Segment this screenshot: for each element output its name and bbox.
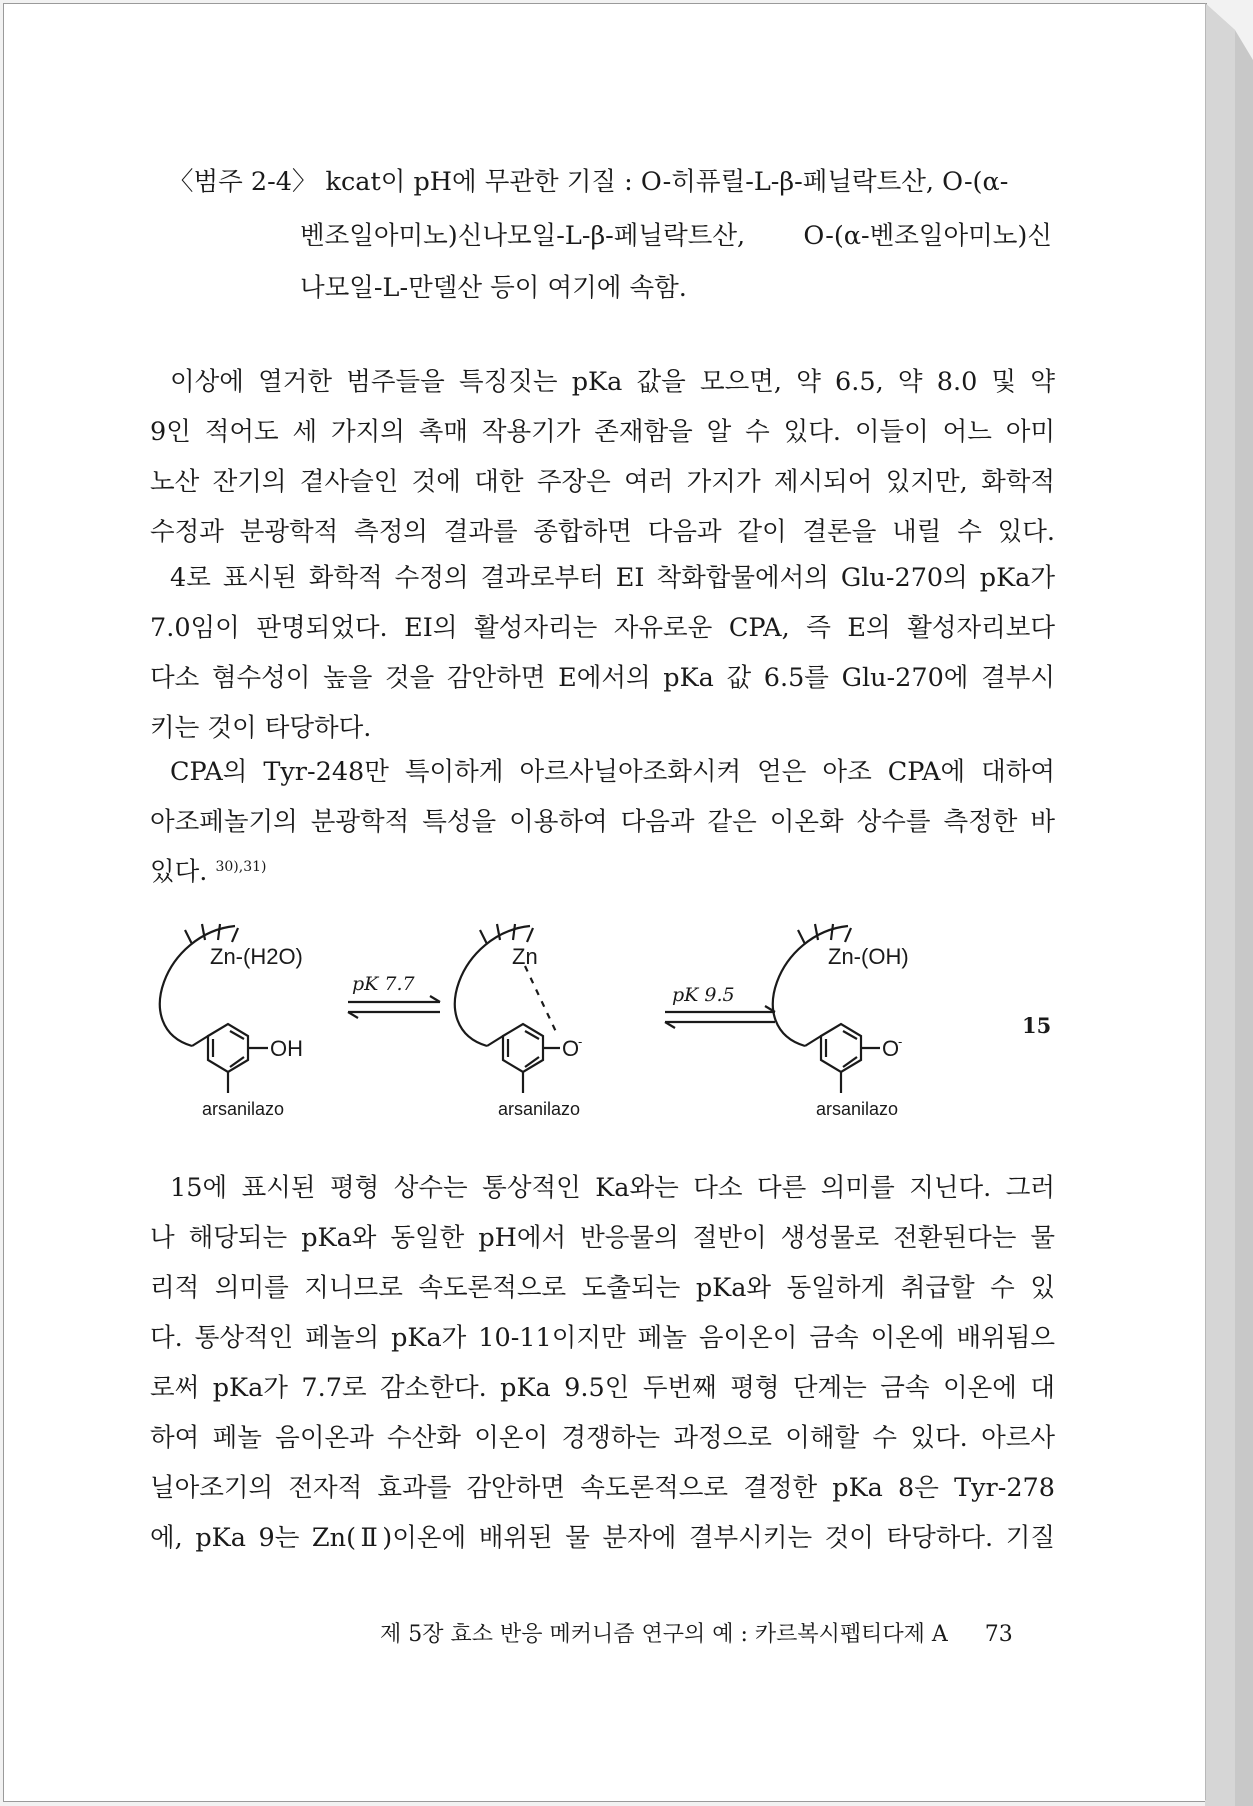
paragraph-line-text: 있다. xyxy=(150,857,208,887)
minus-sign: - xyxy=(898,1034,903,1049)
chemical-equilibrium-scheme xyxy=(140,918,1060,1138)
paragraph-line: 수정과 분광학적 측정의 결과를 종합하면 다음과 같이 결론을 내릴 수 있다. xyxy=(150,517,1055,547)
paragraph-line: 하여 페놀 음이온과 수산화 이온이 경쟁하는 과정으로 이해할 수 있다. 아르사 xyxy=(150,1423,1055,1453)
paragraph-line: 닐아조기의 전자적 효과를 감안하면 속도론적으로 결정한 pKa 8은 Tyr-278 xyxy=(150,1473,1055,1503)
category-line-2: 벤조일아미노)신나모일-L-β-페닐락트산, O-(α-벤조일아미노)신 xyxy=(300,221,1052,251)
paragraph-line: 다. 통상적인 페놀의 pKa가 10-11이지만 페놀 음이온이 금속 이온에 배위됨으 xyxy=(150,1323,1055,1353)
hydroxyl-label: OH xyxy=(270,1036,303,1061)
zn-water-label: Zn-(H2O) xyxy=(210,944,303,969)
paragraph-line: 이상에 열거한 범주들을 특징짓는 pKa 값을 모으면, 약 6.5, 약 8.0 및 약 xyxy=(170,367,1055,397)
pk2-label: pK 9.5 xyxy=(672,984,735,1006)
scheme-number: 15 xyxy=(1022,1013,1052,1038)
page-number: 73 xyxy=(984,1622,1013,1647)
chapter-title: 제 5장 효소 반응 메커니즘 연구의 예 : 카르복시펩티다제 A xyxy=(380,1622,948,1647)
phenolate-label: O xyxy=(562,1036,580,1061)
reference-superscript: 30),31) xyxy=(215,859,267,875)
paragraph-line: 리적 의미를 지니므로 속도론적으로 도출되는 pKa와 동일하게 취급할 수 있 xyxy=(150,1273,1055,1303)
paragraph-line: 15에 표시된 평형 상수는 통상적인 Ka와는 다소 다른 의미를 지닌다. 그러 xyxy=(170,1173,1055,1203)
phenolate-label: O xyxy=(882,1036,900,1061)
page-footer xyxy=(380,1617,1013,1648)
category-line-1 xyxy=(168,162,1008,198)
paragraph-line: 로써 pKa가 7.7로 감소한다. pKa 9.5인 두번째 평형 단계는 금속 이온에 대 xyxy=(150,1373,1055,1403)
zn-hydroxide-label: Zn-(OH) xyxy=(828,944,909,969)
zn-label: Zn xyxy=(512,944,538,969)
page-stack-edge xyxy=(1205,0,1253,1806)
paragraph-line: 키는 것이 타당하다. xyxy=(150,713,372,743)
paragraph-line: 9인 적어도 세 가지의 촉매 작용기가 존재함을 알 수 있다. 이들이 어느 아미 xyxy=(150,417,1055,447)
arsanilazo-label: arsanilazo xyxy=(816,1099,899,1119)
arsanilazo-label: arsanilazo xyxy=(202,1099,285,1119)
paragraph-line: 4로 표시된 화학적 수정의 결과로부터 EI 착화합물에서의 Glu-270의 pKa가 xyxy=(170,563,1055,593)
paragraph-line: CPA의 Tyr-248만 특이하게 아르사닐아조화시켜 얻은 아조 CPA에 대하여 xyxy=(170,757,1055,787)
minus-sign: - xyxy=(578,1034,583,1049)
category-label: 〈범주 2-4〉 xyxy=(168,167,318,197)
paragraph-line: 아조페놀기의 분광학적 특성을 이용하여 다음과 같은 이온화 상수를 측정한 바 xyxy=(150,807,1055,837)
category-text: kcat이 pH에 무관한 기질 : O-히퓨릴-L-β-페닐락트산, O-(α- xyxy=(325,167,1009,197)
paragraph-line: 에, pKa 9는 Zn(Ⅱ)이온에 배위된 물 분자에 결부시키는 것이 타당하다. 기질 xyxy=(150,1523,1055,1553)
paragraph-line: 7.0임이 판명되었다. EI의 활성자리는 자유로운 CPA, 즉 E의 활성자리보다 xyxy=(150,613,1055,643)
paragraph-line: 다소 혐수성이 높을 것을 감안하면 E에서의 pKa 값 6.5를 Glu-270에 결부시 xyxy=(150,663,1055,693)
pk1-label: pK 7.7 xyxy=(352,973,415,995)
paragraph-line: 노산 잔기의 곁사슬인 것에 대한 주장은 여러 가지가 제시되어 있지만, 화학적 xyxy=(150,467,1055,497)
paragraph-line: 나 해당되는 pKa와 동일한 pH에서 반응물의 절반이 생성물로 전환된다는 물 xyxy=(150,1223,1055,1253)
category-line-3: 나모일-L-만델산 등이 여기에 속함. xyxy=(300,273,687,303)
paragraph-line xyxy=(150,852,267,888)
arsanilazo-label: arsanilazo xyxy=(498,1099,581,1119)
